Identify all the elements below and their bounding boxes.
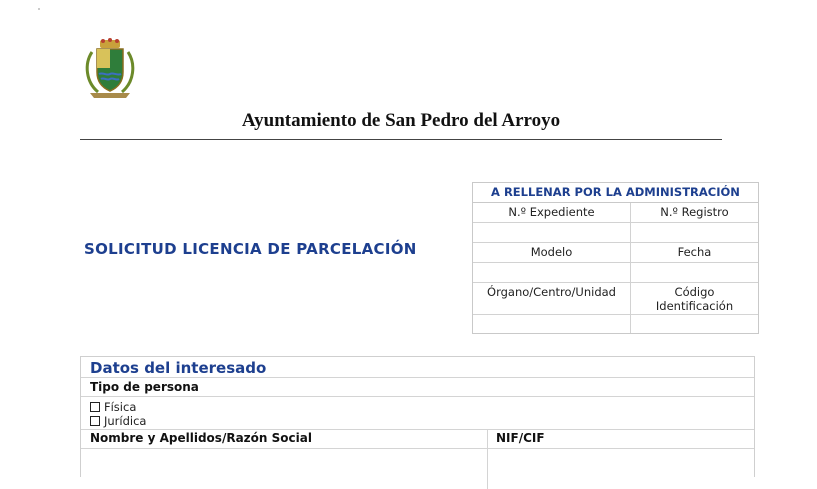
fecha-label: Fecha [631,243,758,263]
option-juridica[interactable] [90,414,146,428]
juridica-checkbox[interactable] [90,416,100,426]
codigo-label: Código Identificación [655,285,734,313]
option-fisica[interactable] [90,400,136,414]
header-rule [80,139,722,140]
modelo-label: Modelo [473,243,631,263]
registro-label: N.º Registro [631,203,758,223]
scan-speck [38,8,40,10]
admin-box-heading: A RELLENAR POR LA ADMINISTRACIÓN [473,183,758,203]
section-title: Datos del interesado [90,359,267,377]
expediente-field[interactable] [473,223,631,243]
nombre-field[interactable] [81,449,487,469]
tipo-persona-label: Tipo de persona [90,380,199,394]
fisica-checkbox[interactable] [90,402,100,412]
option-label: Jurídica [104,414,147,428]
registro-field[interactable] [631,223,758,243]
admin-box [472,182,759,334]
divider [81,377,754,378]
coat-of-arms-logo [80,38,140,100]
modelo-field[interactable] [473,263,631,283]
nombre-label: Nombre y Apellidos/Razón Social [90,431,312,445]
organo-field[interactable] [473,315,631,333]
organo-label: Órgano/Centro/Unidad [473,283,631,315]
codigo-field[interactable] [631,315,758,333]
nif-field[interactable] [488,449,754,469]
divider [81,396,754,397]
form-title: SOLICITUD LICENCIA DE PARCELACIÓN [84,240,417,258]
expediente-label: N.º Expediente [473,203,631,223]
organization-name: Ayuntamiento de San Pedro del Arroyo [241,110,561,131]
nif-label: NIF/CIF [496,431,545,445]
fecha-field[interactable] [631,263,758,283]
divider [81,429,754,430]
interesado-section [80,356,755,477]
option-label: Física [104,400,137,414]
